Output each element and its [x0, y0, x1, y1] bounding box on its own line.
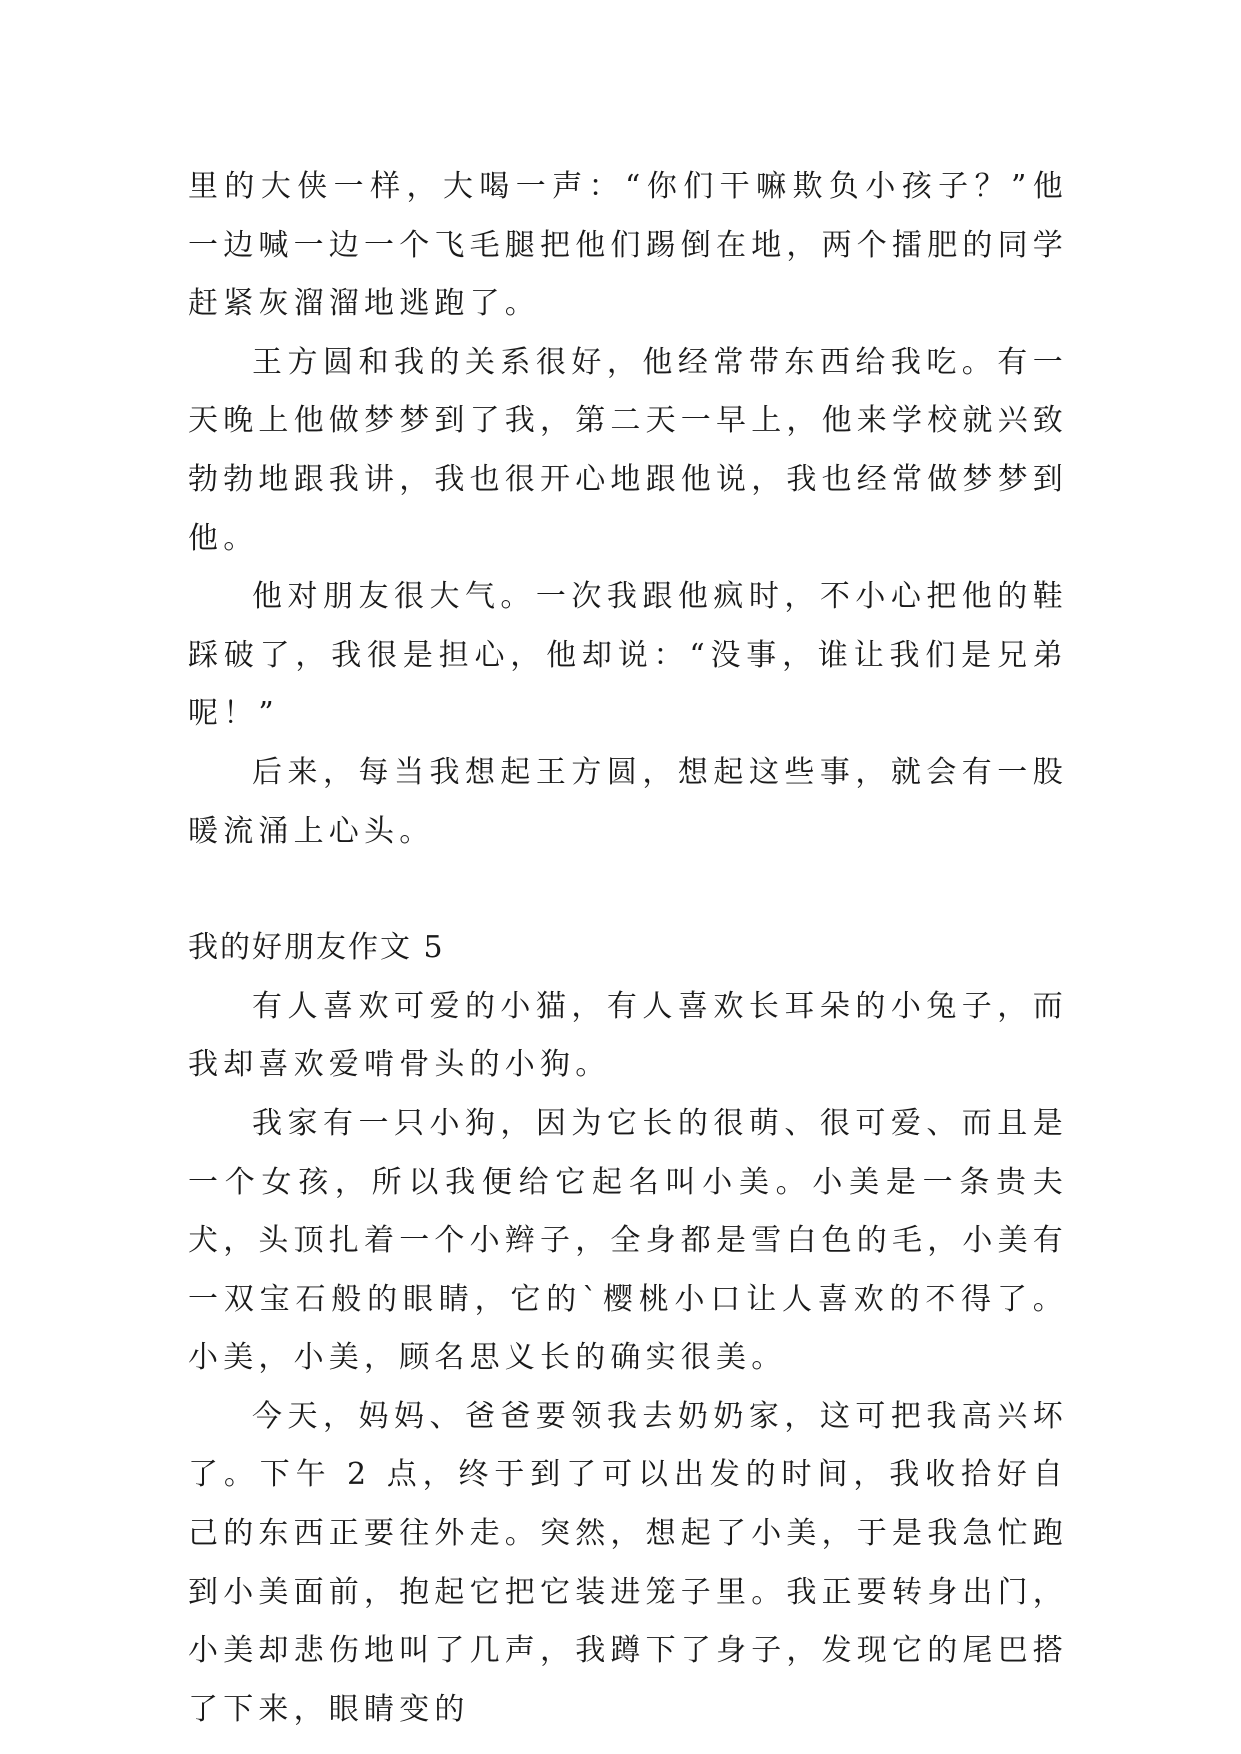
paragraph: 后来，每当我想起王方圆，想起这些事，就会有一股暖流涌上心头。: [188, 754, 1068, 849]
section-title: 我的好朋友作文 5: [188, 930, 445, 966]
paragraph-continued: 里的大侠一样，大喝一声：“你们干嘛欺负小孩子？”他一边喊一边一个飞毛腿把他们踢倒在地，两个擂肥的同学赶紧灰溜溜地逃跑了。: [188, 169, 1068, 322]
paragraph: 有人喜欢可爱的小猫，有人喜欢长耳朵的小兔子，而我却喜欢爱啃骨头的小狗。: [188, 988, 1068, 1083]
paragraph: 他对朋友很大气。一次我跟他疯时，不小心把他的鞋踩破了，我很是担心，他却说：“没事，谁让我们是兄弟呢！”: [188, 579, 1068, 732]
paragraph: 今天，妈妈、爸爸要领我去奶奶家，这可把我高兴坏了。下午 2 点，终于到了可以出发的时间，我收拾好自己的东西正要往外走。突然，想起了小美，于是我急忙跑到小美面前，抱起它把它装进笼子里。我正要转身出门，小美却悲伤地叫了几声，我蹲下了身子，发现它的尾巴搭了下来，眼睛变的: [188, 1398, 1068, 1727]
paragraph: 王方圆和我的关系很好，他经常带东西给我吃。有一天晚上他做梦梦到了我，第二天一早上，他来学校就兴致勃勃地跟我讲，我也很开心地跟他说，我也经常做梦梦到他。: [188, 344, 1068, 556]
paragraph: 我家有一只小狗，因为它长的很萌、很可爱、而且是一个女孩，所以我便给它起名叫小美。小美是一条贵夫犬，头顶扎着一个小辫子，全身都是雪白色的毛，小美有一双宝石般的眼睛，它的`樱桃小口让人喜欢的不得了。小美，小美，顾名思义长的确实很美。: [188, 1105, 1068, 1376]
document-body: [188, 158, 1068, 1739]
